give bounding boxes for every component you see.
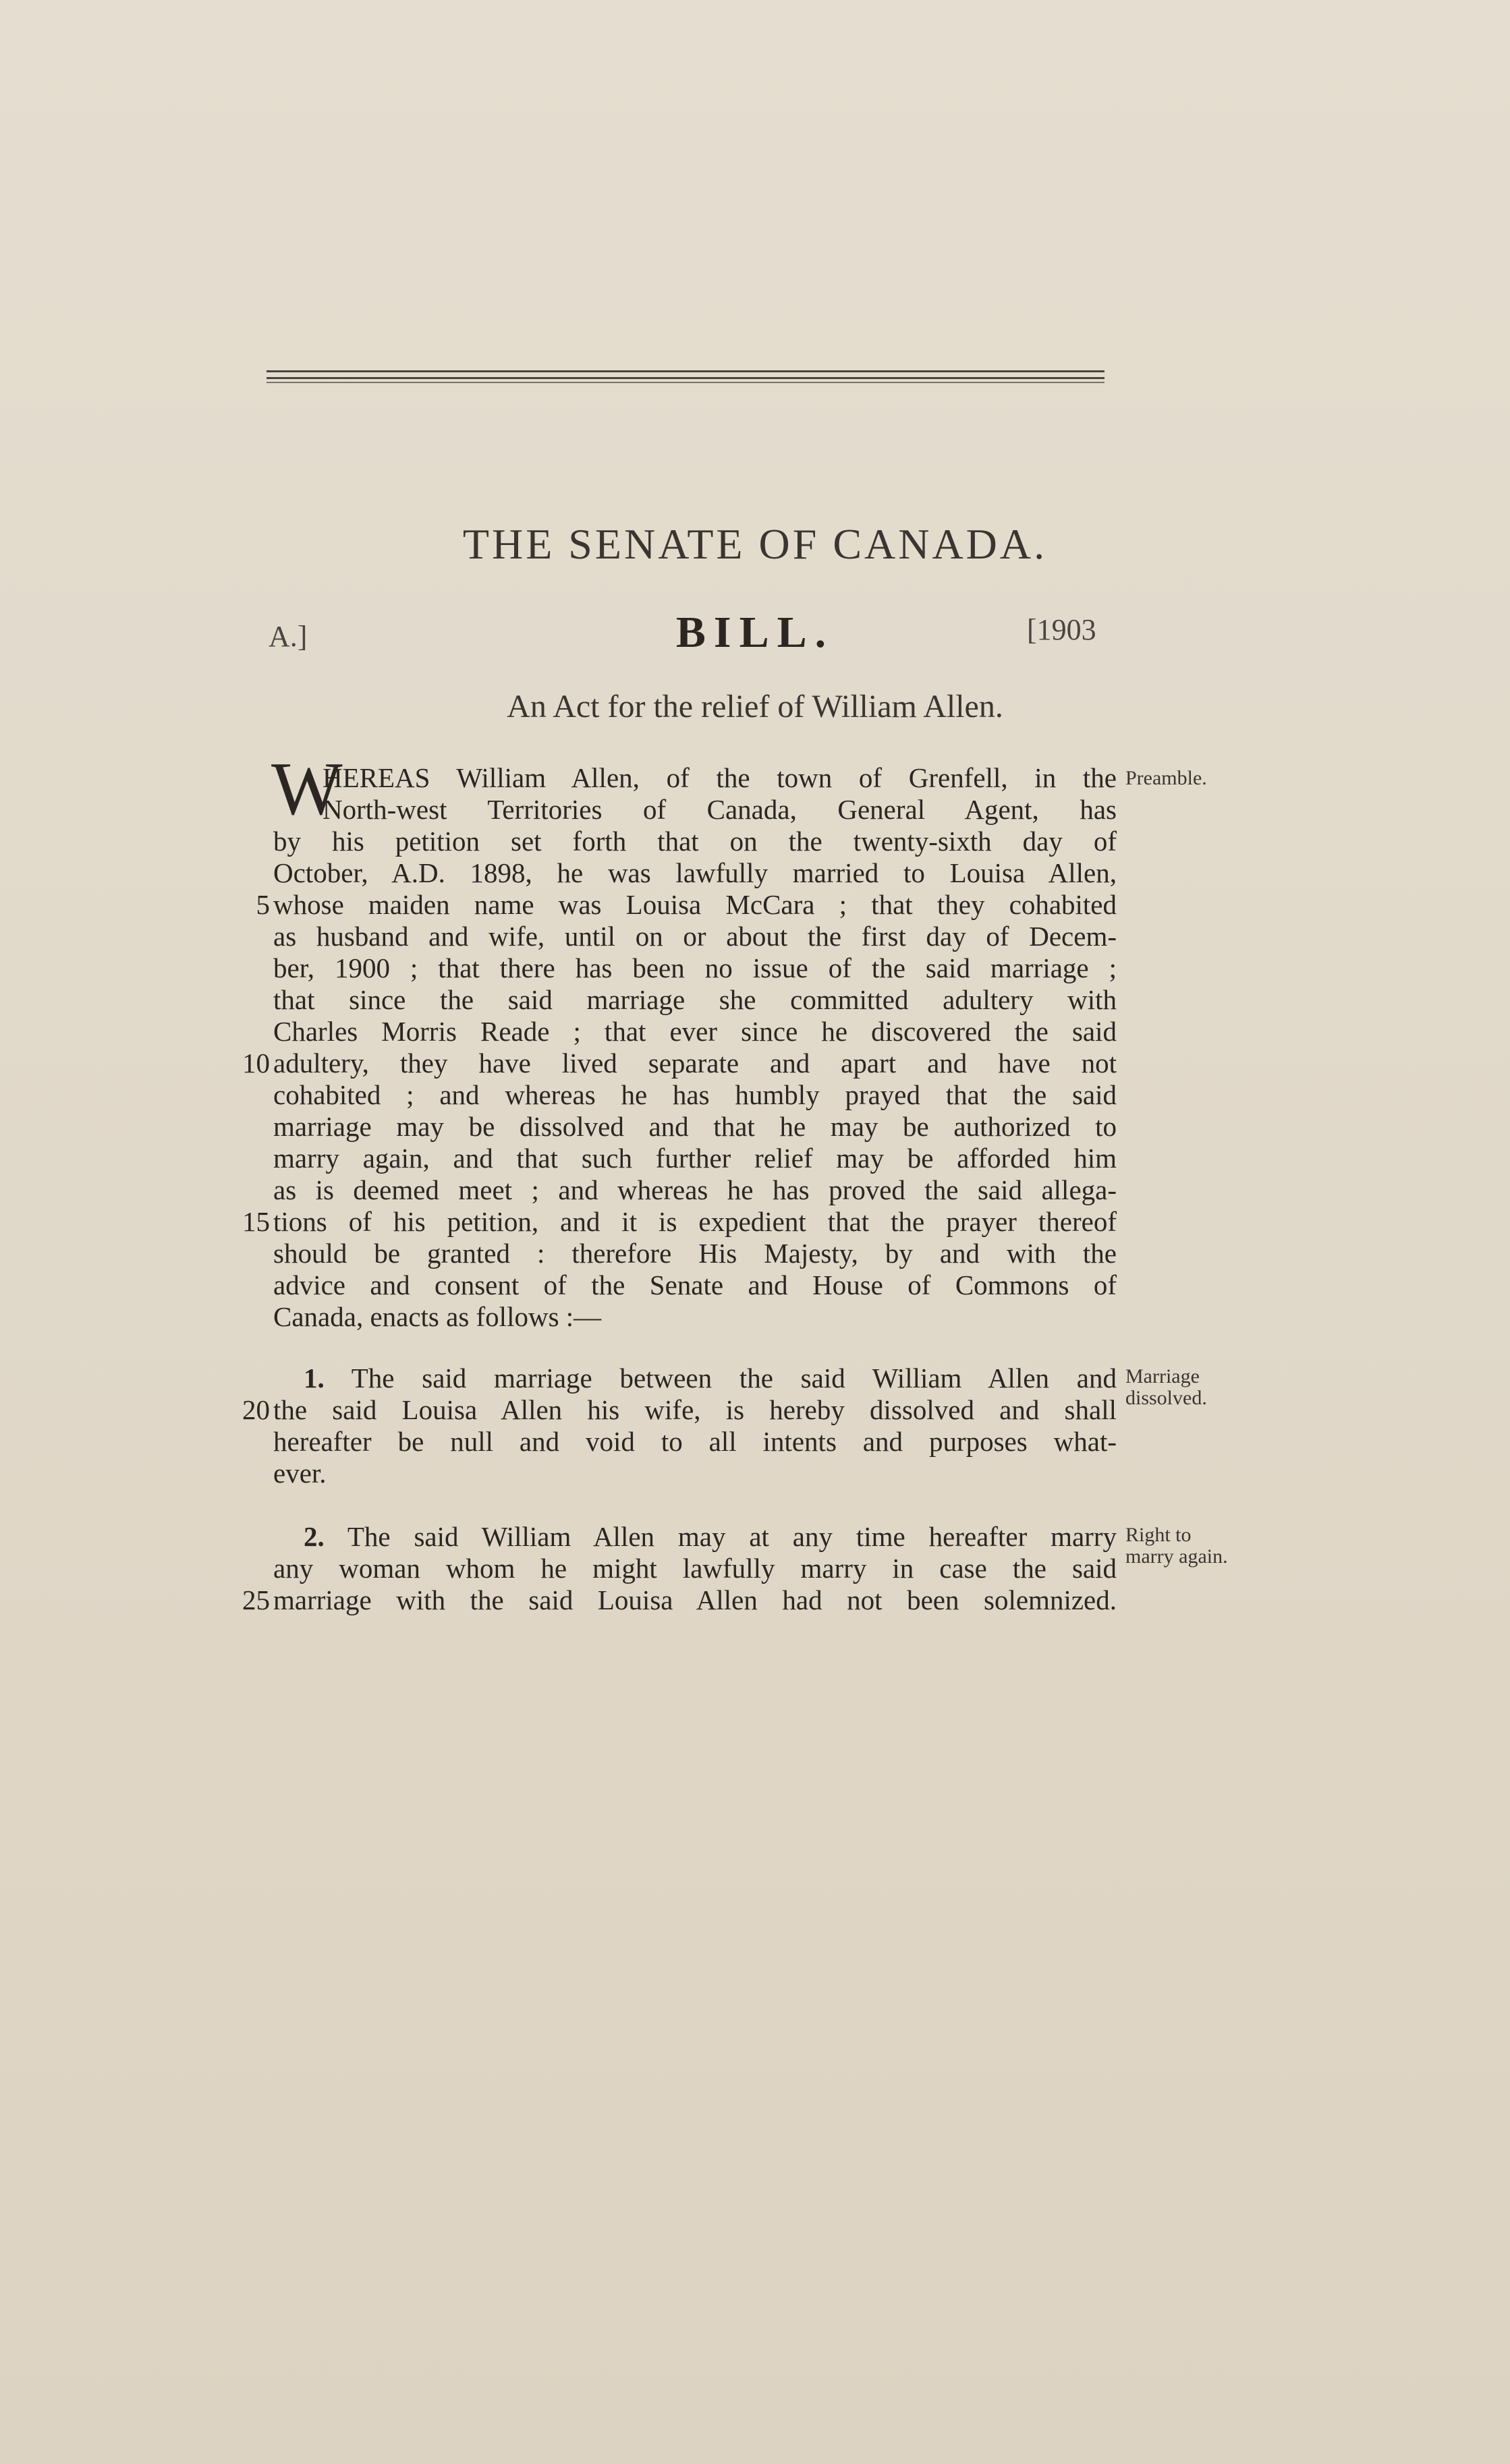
bill-year: [1903	[1027, 613, 1096, 646]
preamble-line: North-west Territories of Canada, General Agent, has	[323, 794, 1117, 825]
margin-note-line: Right to	[1125, 1524, 1192, 1546]
section-2-line	[304, 1521, 1117, 1553]
preamble-line: marry again, and that such further relief may be afforded him	[273, 1143, 1117, 1174]
section-2-number: 2.	[304, 1521, 325, 1552]
preamble-line: Canada, enacts as follows :—	[273, 1301, 602, 1332]
preamble-line: as husband and wife, until on or about the first day of Decem-	[273, 921, 1117, 952]
section-2-text: The said William Allen may at any time hereafter marry	[347, 1521, 1117, 1552]
preamble-line: as is deemed meet ; and whereas he has proved the said allega-	[273, 1174, 1117, 1205]
margin-note-line: marry again.	[1125, 1545, 1228, 1568]
preamble-line: adultery, they have lived separate and apart and have not	[273, 1048, 1117, 1079]
document-title: THE SENATE OF CANADA.	[462, 520, 1048, 568]
act-subtitle: An Act for the relief of William Allen.	[507, 689, 1003, 724]
preamble-line: cohabited ; and whereas he has humbly prayed that the said	[273, 1079, 1117, 1110]
preamble-line: ber, 1900 ; that there has been no issue of the said marriage ;	[273, 952, 1117, 983]
preamble-line: HEREAS William Allen, of the town of Grenfell, in the	[323, 762, 1117, 793]
header-rule	[267, 370, 1104, 372]
preamble-line: should be granted : therefore His Majesty, by and with the	[273, 1238, 1117, 1269]
line-number: 5	[256, 889, 270, 920]
line-number: 20	[242, 1394, 270, 1425]
preamble-line: by his petition set forth that on the twenty-sixth day of	[273, 826, 1117, 857]
preamble-line: whose maiden name was Louisa McCara ; that they cohabited	[273, 889, 1117, 920]
line-number: 15	[242, 1206, 270, 1237]
drop-cap: W	[271, 747, 343, 831]
section-1-line	[304, 1363, 1117, 1394]
header-rule	[267, 377, 1104, 379]
bill-letter: A.]	[269, 620, 308, 653]
preamble-line: tions of his petition, and it is expedient that the prayer thereof	[273, 1206, 1117, 1237]
margin-note-preamble: Preamble.	[1125, 767, 1207, 789]
section-2-line: any woman whom he might lawfully marry in case the said	[273, 1553, 1117, 1584]
section-1-text: The said marriage between the said William Allen and	[351, 1363, 1117, 1394]
section-2-line: marriage with the said Louisa Allen had not been solemnized.	[273, 1584, 1117, 1615]
line-number: 25	[242, 1584, 270, 1615]
preamble-line: that since the said marriage she committed adultery with	[273, 984, 1117, 1015]
line-number: 10	[242, 1048, 270, 1079]
margin-note-section-1	[1125, 1366, 1254, 1409]
section-1-number: 1.	[304, 1363, 325, 1394]
section-1-line: the said Louisa Allen his wife, is hereby dissolved and shall	[273, 1394, 1117, 1425]
preamble-line: marriage may be dissolved and that he may be authorized to	[273, 1111, 1117, 1142]
preamble-line: Charles Morris Reade ; that ever since he discovered the said	[273, 1016, 1117, 1047]
preamble-line: October, A.D. 1898, he was lawfully married to Louisa Allen,	[273, 857, 1117, 888]
bill-heading	[0, 607, 1510, 668]
margin-note-section-2	[1125, 1524, 1254, 1568]
section-1-line: hereafter be null and void to all intents and purposes what-	[273, 1426, 1117, 1457]
margin-note-line: dissolved.	[1125, 1387, 1207, 1409]
bill-label: BILL.	[675, 608, 835, 657]
margin-note-line: Marriage	[1125, 1365, 1200, 1387]
section-1-line: ever.	[273, 1458, 327, 1489]
header-rule	[267, 382, 1104, 383]
preamble-line: advice and consent of the Senate and House of Commons of	[273, 1269, 1117, 1300]
